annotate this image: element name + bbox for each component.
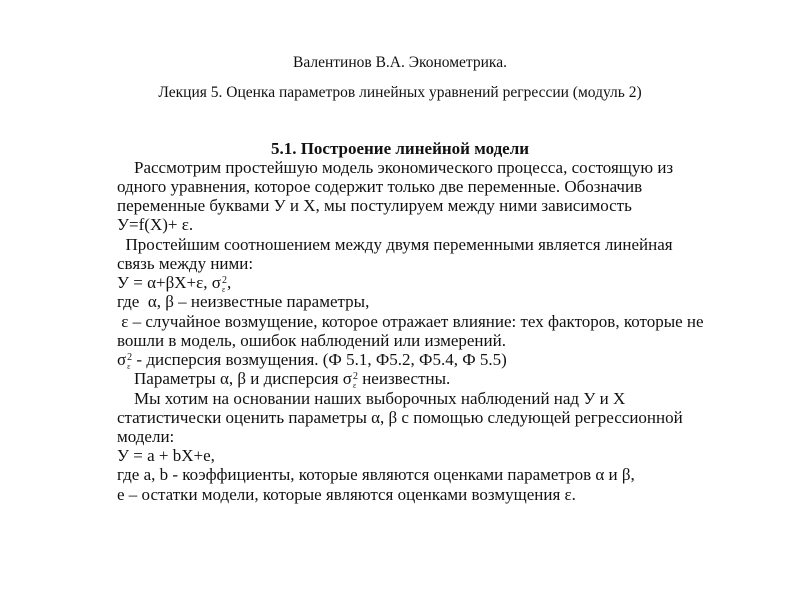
subscript: ε <box>221 285 226 294</box>
text-line: связь между ними: <box>117 254 254 273</box>
text-line: Мы хотим на основании наших выборочных наблюдений над У и Х <box>117 389 626 408</box>
text-line: где а, b - коэффициенты, которые являются оценками параметров α и β, <box>117 465 635 484</box>
section-title: 5.1. Построение линейной модели <box>270 139 530 158</box>
equation-text: , <box>226 273 232 292</box>
text-line: переменные буквами У и Х, мы постулируем между ними зависимость <box>117 196 632 215</box>
text-line: где α, β – неизвестные параметры, <box>117 292 370 311</box>
text-line: статистически оценить параметры α, β с помощью следующей регрессионной <box>117 408 683 427</box>
text-line <box>117 350 507 369</box>
text-line: У=f(Х)+ ε. <box>117 215 194 234</box>
superscript: 2 <box>127 352 133 363</box>
text-line <box>117 369 450 388</box>
text: - дисперсия возмущения. (Ф 5.1, Ф5.2, Ф5.4, Ф 5.5) <box>132 350 507 369</box>
equation-line <box>117 273 231 292</box>
text-line: вошли в модель, ошибок наблюдений или измерений. <box>117 331 506 350</box>
document-author-title: Валентинов В.А. Эконометрика. <box>293 54 507 71</box>
text-line: е – остатки модели, которые являются оценками возмущения ε. <box>117 485 576 504</box>
superscript: 2 <box>221 275 227 286</box>
subscript: ε <box>127 362 131 371</box>
text-line: модели: <box>117 427 175 446</box>
equation-text: У = α+βХ+ε, σ <box>117 273 221 292</box>
text-line: Рассмотрим простейшую модель экономического процесса, состоящую из <box>117 158 674 177</box>
sigma: σ <box>117 350 127 369</box>
subscript: ε <box>352 381 357 390</box>
lecture-title: Лекция 5. Оценка параметров линейных уравнений регрессии (модуль 2) <box>158 84 642 101</box>
text: Параметры α, β и дисперсия σ <box>117 369 352 388</box>
equation-line: У = а + bХ+е, <box>117 446 215 465</box>
superscript: 2 <box>352 371 358 382</box>
text-line: одного уравнения, которое содержит только две переменные. Обозначив <box>117 177 643 196</box>
text-line: Простейшим соотношением между двумя переменными является линейная <box>117 235 673 254</box>
text: неизвестны. <box>357 369 451 388</box>
text-line: ε – случайное возмущение, которое отражает влияние: тех факторов, которые не <box>117 312 704 331</box>
